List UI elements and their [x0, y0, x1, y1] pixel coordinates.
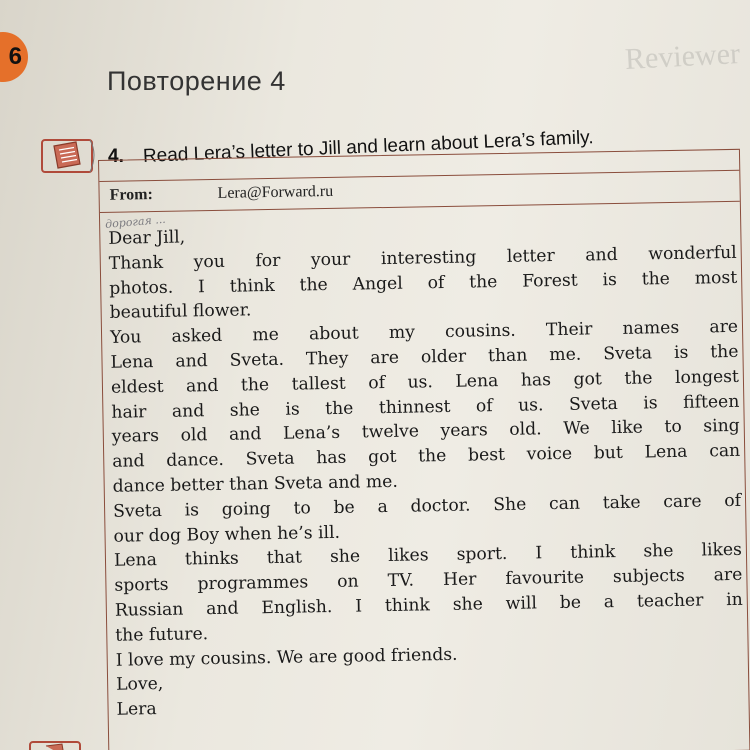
letter-line: Lena and Sveta. They are older than me. Sveta is the: [110, 341, 739, 373]
letter-line: and dance. Sveta has got the best voice but Lena can: [112, 441, 741, 472]
letter-line: dance better than Sveta and me.: [112, 471, 399, 497]
letter-line: the future.: [115, 623, 209, 646]
letter-line: years old and Lena’s twelve years old. We like to sing: [111, 416, 740, 448]
from-email: Lera@Forward.ru: [217, 182, 334, 202]
letter-line: our dog Boy when he’s ill.: [113, 522, 341, 547]
letter-line: beautiful flower.: [109, 300, 252, 324]
letter-closing: Love,: [115, 674, 164, 696]
from-label: From:: [109, 186, 154, 204]
letter-line: Thank you for your interesting letter and wonderful: [108, 242, 737, 274]
letter-signature: Lera: [116, 699, 157, 720]
task-instruction: Read Lera’s letter to Jill and learn about Lera’s family.: [142, 127, 595, 167]
letter-line: Sveta is going to be a doctor. She can take care of: [112, 490, 742, 522]
letter-line: I love my cousins. We are good friends.: [115, 644, 458, 671]
letter-line: Lena thinks that she likes sport. I think she likes: [113, 540, 743, 572]
letter-line: sports programmes on TV. Her favourite subjects are: [114, 564, 743, 596]
bleed-through-text: Reviewer: [624, 37, 741, 76]
letter-line: hair and she is the thinnest of us. Sveta is fifteen: [111, 391, 740, 423]
letter-line: eldest and the tallest of us. Lena has got the longest: [110, 366, 740, 398]
page-number-badge: 6: [0, 32, 28, 82]
task-number: 4.: [108, 146, 124, 167]
letter-line: photos. I think the Angel of the Forest is the most: [109, 267, 738, 299]
email-from-row: [99, 170, 739, 213]
letter-body: [108, 216, 745, 723]
section-title: Повторение 4: [107, 66, 286, 96]
next-task-icon: [28, 736, 88, 750]
letter-box: [98, 149, 750, 750]
reading-task-icon: [40, 134, 96, 176]
letter-line: You asked me about my cousins. Their names are: [109, 317, 739, 349]
letter-line: Russian and English. I think she will be a teacher in: [114, 589, 743, 621]
letter-greeting: Dear Jill,: [108, 227, 186, 249]
pencil-handwritten-note: дорогая ...: [104, 212, 167, 231]
